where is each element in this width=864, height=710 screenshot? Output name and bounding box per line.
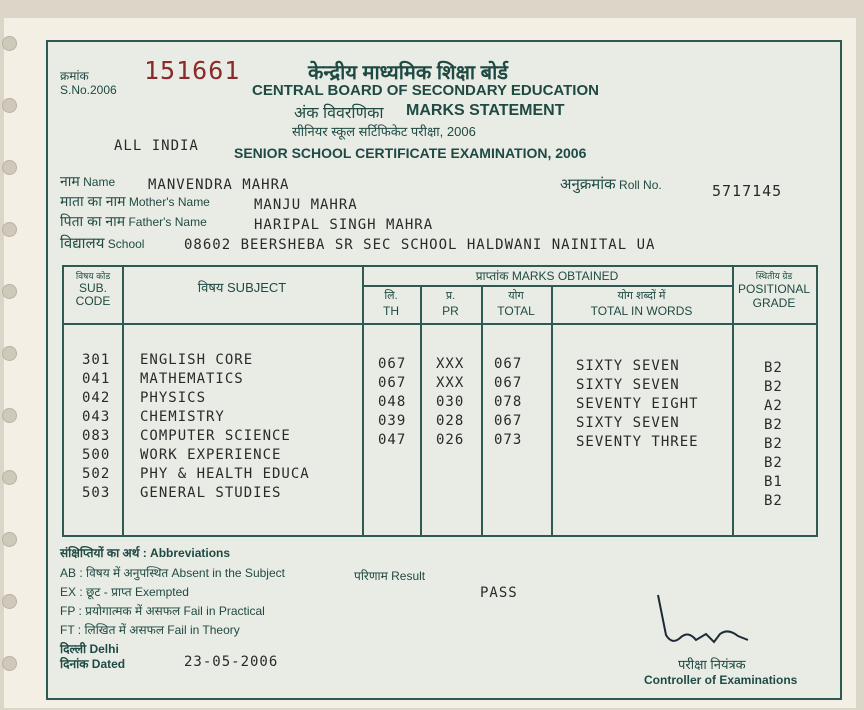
marks-statement-certificate xyxy=(46,40,842,700)
table-cell-grade: B2 xyxy=(764,493,783,509)
serial-label-hindi: क्रमांक xyxy=(60,69,89,83)
col-subject: विषय SUBJECT xyxy=(197,280,287,295)
roll-label: Roll No. xyxy=(619,178,662,192)
table-cell-pr: 028 xyxy=(436,413,465,429)
table-cell-grade: B2 xyxy=(764,417,783,433)
table-cell-total: 067 xyxy=(494,413,523,429)
statement-title: MARKS STATEMENT xyxy=(406,102,565,119)
col-code-line1: SUB. xyxy=(78,281,107,295)
father-name: HARIPAL SINGH MAHRA xyxy=(254,217,434,233)
grades-column xyxy=(764,359,783,511)
father-label: Father's Name xyxy=(128,215,207,229)
table-cell-words: SEVENTY THREE xyxy=(576,434,699,450)
roll-label-hindi: अनुक्रमांक xyxy=(560,176,616,193)
table-cell-grade: B1 xyxy=(764,474,783,490)
abbreviations-title: संक्षिप्तियों का अर्थ : Abbreviations xyxy=(60,546,231,560)
name-label: Name xyxy=(83,175,116,189)
table-cell-subject: COMPUTER SCIENCE xyxy=(140,428,291,444)
practical-column xyxy=(436,355,464,450)
table-cell-subject: PHYSICS xyxy=(140,390,207,406)
table-cell-pr: XXX xyxy=(436,356,465,372)
table-cell-words: SIXTY SEVEN xyxy=(576,377,680,393)
table-cell-code: 041 xyxy=(82,371,111,387)
abbr-absent: AB : विषय में अनुपस्थित Absent in the Subject xyxy=(60,566,285,580)
table-cell-pr: XXX xyxy=(436,375,465,391)
dated-label: दिनांक Dated xyxy=(60,657,126,671)
table-cell-th: 067 xyxy=(378,375,407,391)
table-cell-code: 042 xyxy=(82,390,111,406)
col-code-hindi: विषय कोड xyxy=(75,271,111,281)
total-column xyxy=(494,355,522,450)
table-cell-code: 502 xyxy=(82,466,111,482)
table-cell-total: 073 xyxy=(494,432,523,448)
school-name: 08602 BEERSHEBA SR SEC SCHOOL HALDWANI NAINITAL UA xyxy=(184,237,656,253)
table-cell-th: 048 xyxy=(378,394,407,410)
table-cell-grade: B2 xyxy=(764,455,783,471)
col-th-hindi: लि. xyxy=(384,290,398,302)
table-cell-subject: WORK EXPERIENCE xyxy=(140,447,282,463)
table-cell-subject: CHEMISTRY xyxy=(140,409,225,425)
table-cell-code: 500 xyxy=(82,447,111,463)
table-cell-grade: B2 xyxy=(764,360,783,376)
serial-number: 151661 xyxy=(144,56,241,85)
place: दिल्ली Delhi xyxy=(60,642,119,656)
father-label-hindi: पिता का नाम xyxy=(60,213,126,229)
name-label-hindi: नाम xyxy=(60,173,80,189)
school-label-hindi: विद्यालय xyxy=(60,235,105,252)
codes-column xyxy=(82,351,110,503)
col-words: TOTAL IN WORDS xyxy=(590,304,693,318)
abbr-fail-practical: FP : प्रयोगात्मक में असफल Fail in Practical xyxy=(60,604,265,618)
controller-title: Controller of Examinations xyxy=(644,673,798,687)
mother-label: Mother's Name xyxy=(128,195,210,209)
result-value: PASS xyxy=(480,585,518,601)
table-cell-grade: A2 xyxy=(764,398,783,414)
col-grade-hindi: स्थितीय ग्रेड xyxy=(755,271,793,281)
school-label: School xyxy=(107,237,145,251)
exam-name-hindi: सीनियर स्कूल सर्टिफिकेट परीक्षा, 2006 xyxy=(292,124,476,139)
theory-column xyxy=(378,355,406,450)
table-cell-grade: B2 xyxy=(764,379,783,395)
marks-table xyxy=(62,265,818,537)
col-pr: PR xyxy=(442,304,459,318)
table-cell-total: 067 xyxy=(494,375,523,391)
table-cell-code: 503 xyxy=(82,485,111,501)
board-name-hindi: केन्द्रीय माध्यमिक शिक्षा बोर्ड xyxy=(308,62,508,84)
col-pr-hindi: प्र. xyxy=(445,290,456,302)
issue-date: 23-05-2006 xyxy=(184,654,279,670)
table-cell-total: 078 xyxy=(494,394,523,410)
controller-signature xyxy=(648,590,788,650)
col-grade-line1: POSITIONAL xyxy=(737,282,811,296)
col-total: TOTAL xyxy=(497,304,535,318)
col-th: TH xyxy=(383,304,399,318)
table-cell-total: 067 xyxy=(494,356,523,372)
table-cell-th: 047 xyxy=(378,432,407,448)
statement-title-hindi: अंक विवरणिका xyxy=(294,105,384,122)
roll-number: 5717145 xyxy=(712,182,783,200)
table-cell-pr: 026 xyxy=(436,432,465,448)
table-cell-pr: 030 xyxy=(436,394,465,410)
col-marks-obtained: प्राप्तांक MARKS OBTAINED xyxy=(475,269,619,283)
controller-title-hindi: परीक्षा नियंत्रक xyxy=(678,657,746,672)
table-cell-code: 301 xyxy=(82,352,111,368)
table-cell-th: 067 xyxy=(378,356,407,372)
col-words-hindi: योग शब्दों में xyxy=(617,290,666,302)
table-cell-subject: MATHEMATICS xyxy=(140,371,244,387)
col-total-hindi: योग xyxy=(508,290,524,302)
abbr-exempted: EX : छूट - प्राप्त Exempted xyxy=(60,585,189,599)
subjects-column xyxy=(140,351,310,503)
mother-label-hindi: माता का नाम xyxy=(60,193,126,209)
words-column xyxy=(576,357,699,452)
serial-label: S.No.2006 xyxy=(60,83,117,97)
col-grade-line2: GRADE xyxy=(752,296,796,310)
result-label: परिणाम Result xyxy=(354,569,426,583)
abbr-fail-theory: FT : लिखित में असफल Fail in Theory xyxy=(60,623,240,637)
mother-name: MANJU MAHRA xyxy=(254,197,358,213)
col-code-line2: CODE xyxy=(75,294,111,308)
table-cell-words: SIXTY SEVEN xyxy=(576,415,680,431)
table-cell-subject: PHY & HEALTH EDUCA xyxy=(140,466,310,482)
board-name: CENTRAL BOARD OF SECONDARY EDUCATION xyxy=(252,82,599,99)
table-cell-subject: GENERAL STUDIES xyxy=(140,485,282,501)
table-cell-subject: ENGLISH CORE xyxy=(140,352,254,368)
table-cell-words: SEVENTY EIGHT xyxy=(576,396,699,412)
exam-name: SENIOR SCHOOL CERTIFICATE EXAMINATION, 2006 xyxy=(234,145,587,161)
table-cell-words: SIXTY SEVEN xyxy=(576,358,680,374)
student-name: MANVENDRA MAHRA xyxy=(148,177,290,193)
table-cell-th: 039 xyxy=(378,413,407,429)
table-cell-code: 083 xyxy=(82,428,111,444)
table-cell-code: 043 xyxy=(82,409,111,425)
table-cell-grade: B2 xyxy=(764,436,783,452)
all-india: ALL INDIA xyxy=(114,138,199,154)
